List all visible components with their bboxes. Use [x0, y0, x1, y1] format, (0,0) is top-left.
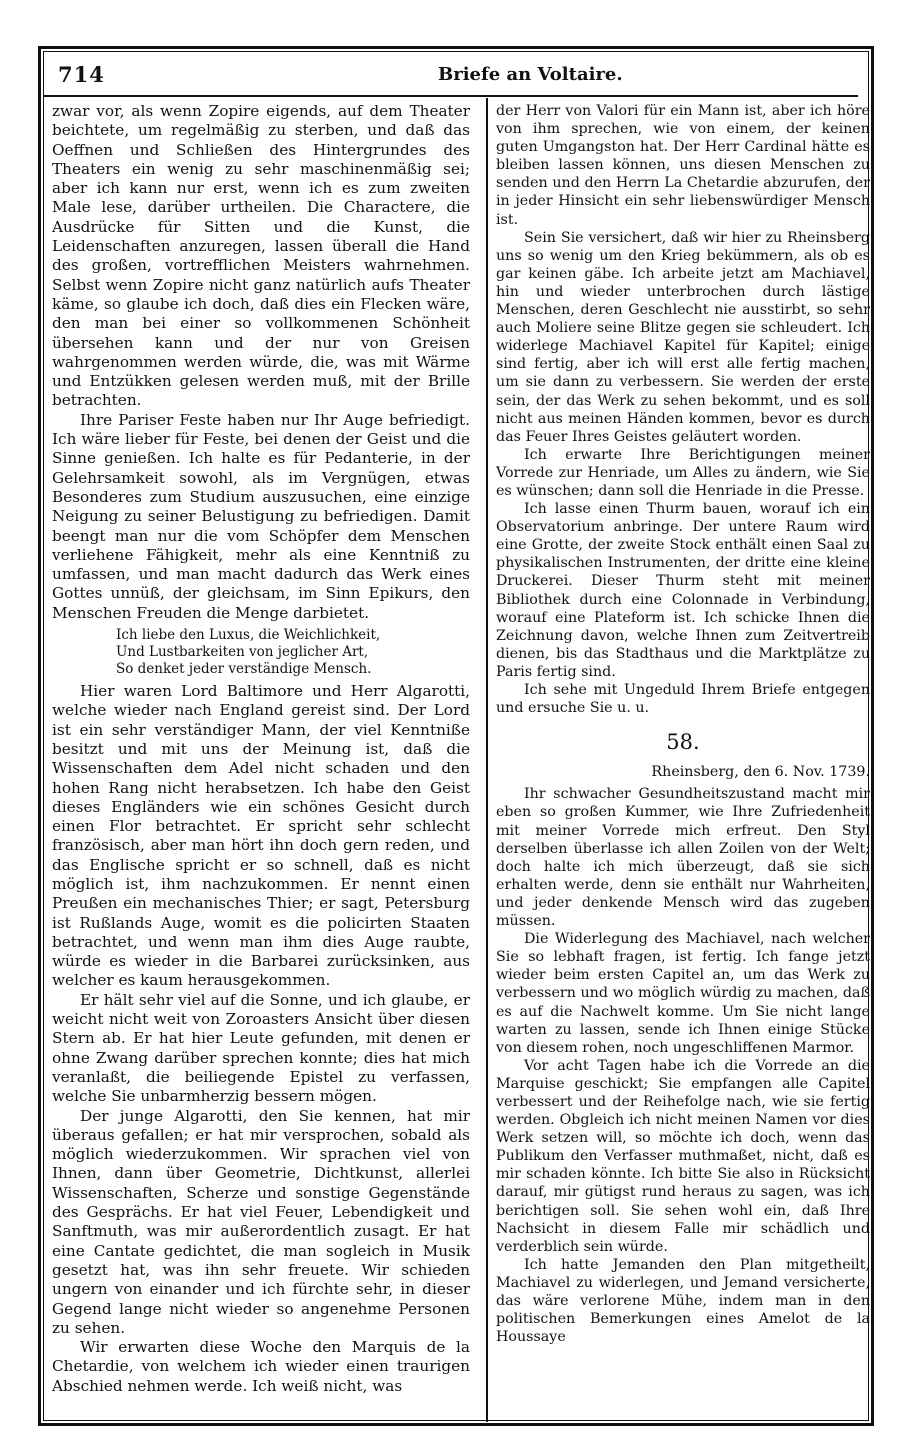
left-column: [52, 102, 470, 1396]
header-rule: [44, 95, 858, 97]
paragraph: Ihr schwacher Gesundheitszustand macht mir eben so großen Kummer, wie Ihre Zufriedenheit mit meiner Vorrede mich erfreut. Den Styl derselben überlasse ich allen Zoilen von der Welt; doch halte ich mich überzeugt, daß sie sich erhalten werde, denn sie enthält nur Wahrheiten, und jeder denkende Mensch wird das zugeben müssen.: [496, 786, 870, 930]
verse-line: So denket jeder verständige Mensch.: [116, 661, 372, 678]
paragraph: Ich sehe mit Ungeduld Ihrem Briefe entgegen und ersuche Sie u. u.: [496, 682, 870, 717]
paragraph: Hier waren Lord Baltimore und Herr Algarotti, welche wieder nach England gereist sind. Der Lord ist ein sehr verständiger Mann, der viel Kenntniße besitzt und mit uns der Meinung ist, daß die Wissenschaften dem Adel nicht schaden und den hohen Rang nicht herabsetzen. Ich habe den Geist dieses Engländers wie ein schönes Gesicht durch einen Flor betrachtet. Er spricht sehr schlecht französisch, aber man hört ihn doch gern reden, und das Englische spricht er so schnell, daß es nicht möglich ist, ihm nachzukommen. Er nennt einen Preußen ein mechanisches Thier; er sagt, Petersburg ist Rußlands Auge, womit es die policirten Staaten betrachtet, und wenn man ihm dies Auge raubte, würde es wieder in die Barbarei zurücksinken, aus welcher es kaum herausgekommen.: [52, 682, 470, 990]
paragraph: Ihre Pariser Feste haben nur Ihr Auge befriedigt. Ich wäre lieber für Feste, bei denen der Geist und die Sinne genießen. Ich halte es für Pedanterie, in der Gelehrsamkeit sowohl, als im Vergnügen, etwas Besonderes zum Studium auszusuchen, eine einzige Neigung zu seiner Belustigung zu befriedigen. Damit beengt man nur die vom Schöpfer dem Menschen verliehene Fähigkeit, mehr als eine Kenntniß zu umfassen, und man macht dadurch das Werk eines Gottes unnüß, der gleichsam, im Sinn Epikurs, den Menschen Freuden die Menge darbietet.: [52, 410, 470, 622]
paragraph: Ich lasse einen Thurm bauen, worauf ich ein Observatorium anbringe. Der untere Raum wird eine Grotte, der zweite Stock enthält einen Saal zu physikalischen Instrumenten, der dritte eine kleine Druckerei. Dieser Thurm steht mit meiner Bibliothek durch eine Colonnade in Verbindung, worauf eine Plateform ist. Ich schicke Ihnen die Zeichnung davon, welche Ihnen zum Zeitvertreib dienen, bis das Stadthaus und die Marktplätze zu Paris fertig sind.: [496, 501, 870, 680]
paragraph: Er hält sehr viel auf die Sonne, und ich glaube, er weicht nicht weit von Zoroasters Ansicht über diesen Stern ab. Er hat hier Leute gefunden, mit denen er ohne Zwang darüber sprechen konnte; dies hat mich veranlaßt, die beiliegende Epistel zu verfassen, welche Sie unbarmherzig bessern mögen.: [52, 990, 470, 1106]
verse-line: Und Lustbarkeiten von jeglicher Art,: [116, 644, 369, 661]
paragraph: Ich erwarte Ihre Berichtigungen meiner Vorrede zur Henriade, um Alles zu ändern, wie Sie es wünschen; dann soll die Henriade in die Presse.: [496, 446, 870, 499]
running-title: Briefe an Voltaire.: [438, 64, 623, 85]
paragraph: Ich hatte Jemanden den Plan mitgetheilt, Machiavel zu widerlegen, und Jemand versicherte, das wäre verlorene Mühe, indem man in den politischen Bemerkungen eines Amelot de la Houssaye: [496, 1256, 870, 1346]
paragraph: Die Widerlegung des Machiavel, nach welcher Sie so lebhaft fragen, ist fertig. Ich fange jetzt wieder beim ersten Capitel an, um das Werk zu verbessern und wo möglich würdig zu machen, daß es auf die Nachwelt komme. Um Sie nicht lange warten zu lassen, sende ich Ihnen einige Stücke von diesem rohen, noch ungeschliffenen Marmor.: [496, 931, 870, 1056]
verse-line: Ich liebe den Luxus, die Weichlichkeit,: [116, 627, 381, 644]
paragraph: Sein Sie versichert, daß wir hier zu Rheinsberg uns so wenig um den Krieg bekümmern, als ob es gar keinen gäbe. Ich arbeite jetzt am Machiavel, hin und wieder unterbrochen durch lästige Menschen, deren Geschlecht nie ausstirbt, so sehr auch Moliere seine Blitze gegen sie schleudert. Ich widerlege Machiavel Kapitel für Kapitel; einige sind fertig, aber ich will erst alle fertig machen, um sie dann zu verbessern. Sie werden der erste sein, der das Werk zu sehen bekommt, und es soll nicht aus meinen Händen kommen, bevor es durch das Feuer Ihres Geistes geläutert worden.: [496, 229, 870, 445]
paragraph: der Herr von Valori für ein Mann ist, aber ich höre von ihm sprechen, wie von einem, der keinen guten Umgangston hat. Der Herr Cardinal hätte es bleiben lassen können, uns diesen Menschen zu senden und den Herrn La Chetardie abzurufen, der in jeder Hinsicht ein sehr liebenswürdiger Mensch ist.: [496, 103, 870, 228]
paragraph: Vor acht Tagen habe ich die Vorrede an die Marquise geschickt; Sie empfangen alle Capitel verbessert und der Reihefolge nach, wie sie fertig werden. Obgleich ich nicht meinen Namen vor dies Werk setzen will, so möchte ich doch, wenn das Publikum den Verfasser muthmaßet, nicht, daß es mir schaden könnte. Ich bitte Sie also in Rücksicht darauf, mir gütigst rund heraus zu sagen, was ich berichtigen soll. Sie sehen wohl ein, daß Ihre Nachsicht in diesem Falle mir schädlich und verderblich sein würde.: [496, 1057, 870, 1255]
right-column: [496, 102, 870, 1346]
page-header: [58, 58, 860, 90]
paragraph: zwar vor, als wenn Zopire eigends, auf dem Theater beichtete, um regelmäßig zu sterben, und daß das Oeffnen und Schließen des Hintergrundes des Theaters ein wenig zu sehr maschinenmäßig sei; aber ich kann nur erst, wenn ich es zum zweiten Male lese, darüber urtheilen. Die Charactere, die Ausdrücke für Sitten und die Kunst, die Leidenschaften anzuregen, lassen überall die Hand des großen, vortrefflichen Meisters wahrnehmen. Selbst wenn Zopire nicht ganz natürlich aufs Theater käme, so glaube ich doch, daß dies ein Flecken wäre, den man bei einer so vollkommenen Schönheit übersehen kann und der nur von Greisen wahrgenommen werden würde, die, was mit Wärme und Entzükken gelesen werden muß, mit der Brille betrachten.: [52, 102, 470, 410]
column-divider: [486, 98, 488, 1422]
verse-quote: [116, 627, 470, 678]
paragraph: Der junge Algarotti, den Sie kennen, hat mir überaus gefallen; er hat mir versprochen, sobald als möglich wiederzukommen. Wir sprachen viel von Ihnen, dann über Geometrie, Dichtkunst, allerlei Wissenschaften, Scherze und sonstige Gegenstände des Gesprächs. Er hat viel Feuer, Lebendigkeit und Sanftmuth, was mir außerordentlich zusagt. Er hat eine Cantate gedichtet, die man sogleich in Musik gesetzt hat, was ihn sehr freuete. Wir schieden ungern von einander und ich fürchte sehr, in dieser Gegend lange nicht wieder so angenehme Personen zu sehen.: [52, 1106, 470, 1337]
letter-number: 58.: [666, 730, 700, 755]
dateline: Rheinsberg, den 6. Nov. 1739.: [651, 764, 870, 781]
paragraph: Wir erwarten diese Woche den Marquis de la Chetardie, von welchem ich wieder einen traurigen Abschied nehmen werde. Ich weiß nicht, was: [52, 1338, 470, 1395]
page-number: 714: [58, 62, 105, 87]
